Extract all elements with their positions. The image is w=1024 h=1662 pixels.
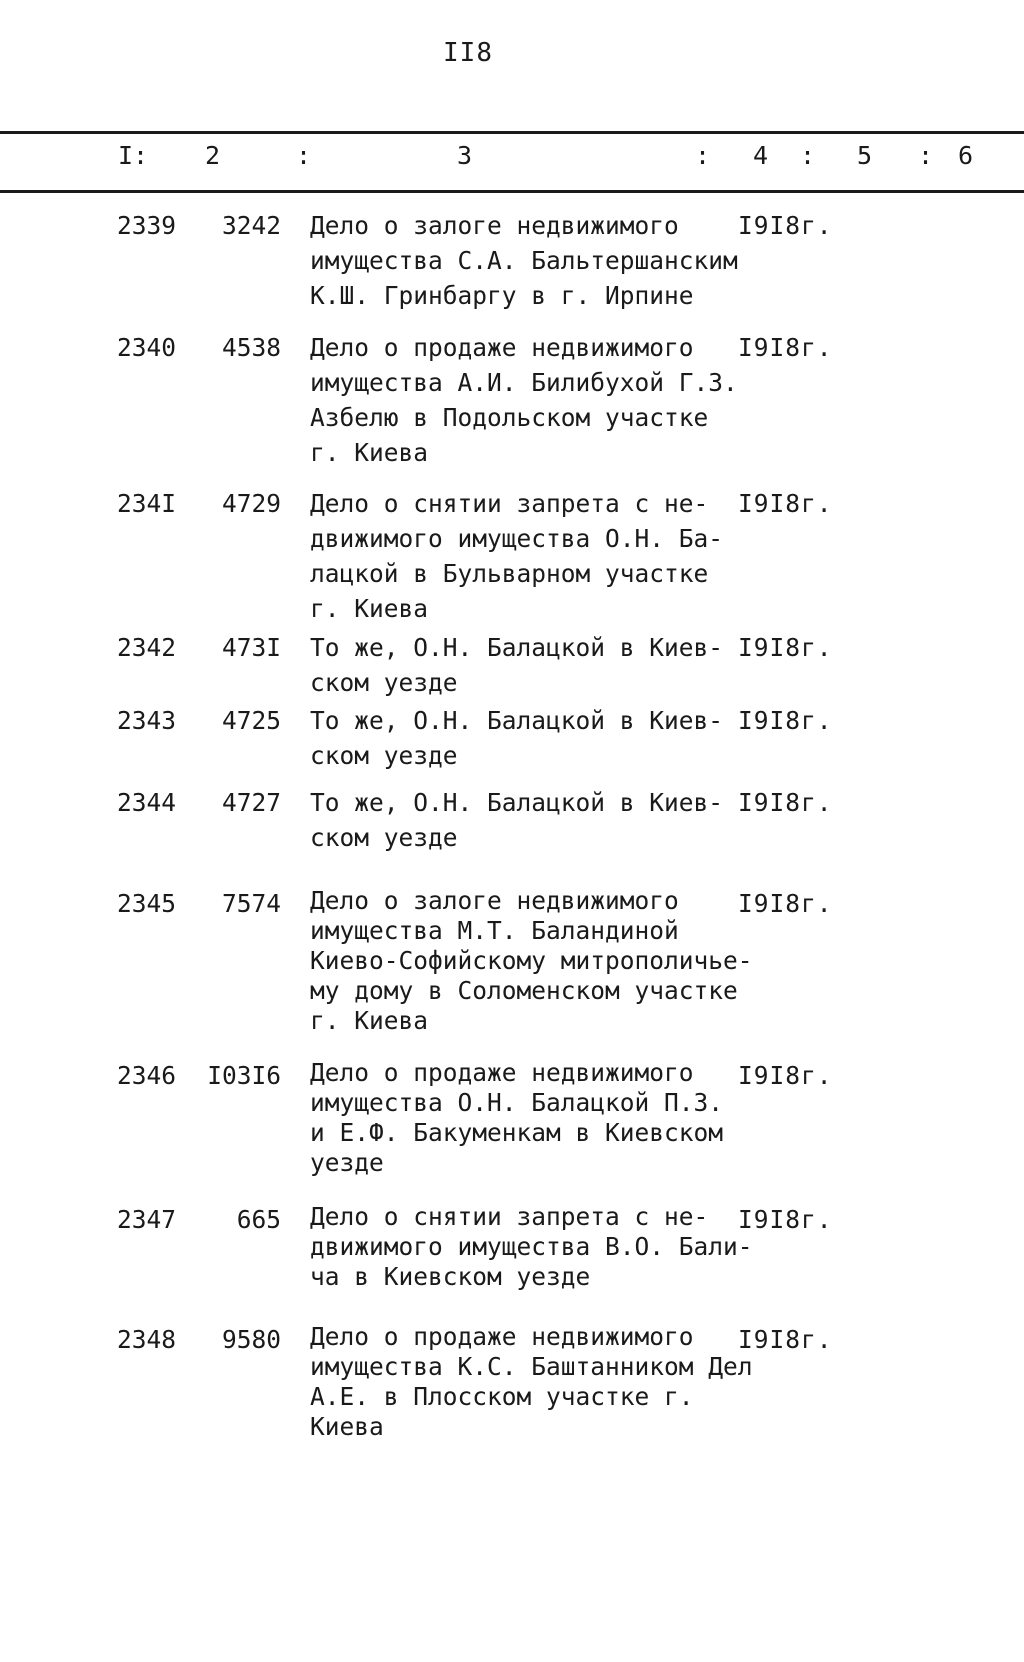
column-separator: : bbox=[800, 141, 816, 170]
case-number: 4727 bbox=[221, 788, 281, 817]
title-line: г. Киева bbox=[310, 1006, 429, 1035]
entry-number: 2346 bbox=[117, 1061, 177, 1090]
entry-number: 2344 bbox=[117, 788, 177, 817]
entry-title bbox=[310, 208, 770, 313]
title-line: Дело о снятии запрета с не- bbox=[310, 489, 709, 518]
page-number: II8 bbox=[443, 38, 493, 68]
title-line: имущества А.И. Билибухой Г.З. bbox=[310, 368, 738, 397]
title-line: уезде bbox=[310, 1148, 384, 1177]
title-line: Азбелю в Подольском участке bbox=[310, 403, 709, 432]
title-line: лацкой в Бульварном участке bbox=[310, 559, 709, 588]
column-header-3: 3 bbox=[457, 141, 473, 170]
title-line: То же, О.Н. Балацкой в Киев- bbox=[310, 788, 724, 817]
column-separator: : bbox=[695, 141, 711, 170]
case-number: 9580 bbox=[221, 1325, 281, 1354]
case-number: 3242 bbox=[221, 211, 281, 240]
entry-title bbox=[310, 785, 770, 855]
entry-number: 2342 bbox=[117, 633, 177, 662]
entry-number: 2345 bbox=[117, 889, 177, 918]
title-line: имущества С.А. Бальтершанским bbox=[310, 246, 738, 275]
entry-number: 2343 bbox=[117, 706, 177, 735]
case-number: 4538 bbox=[221, 333, 281, 362]
title-line: ском уезде bbox=[310, 741, 458, 770]
table-header-rule bbox=[0, 190, 1024, 193]
entry-year: I9I8г. bbox=[738, 633, 833, 662]
title-line: имущества К.С. Баштанником Дел bbox=[310, 1352, 753, 1381]
entry-number: 234I bbox=[117, 489, 177, 518]
case-number: 473I bbox=[221, 633, 281, 662]
entry-number: 2347 bbox=[117, 1205, 177, 1234]
entry-title bbox=[310, 886, 770, 1036]
entry-year: I9I8г. bbox=[738, 788, 833, 817]
case-number: 4725 bbox=[221, 706, 281, 735]
entry-title bbox=[310, 1058, 770, 1178]
title-line: Дело о снятии запрета с не- bbox=[310, 1202, 709, 1231]
title-line: То же, О.Н. Балацкой в Киев- bbox=[310, 633, 724, 662]
title-line: То же, О.Н. Балацкой в Киев- bbox=[310, 706, 724, 735]
title-line: г. Киева bbox=[310, 594, 429, 623]
title-line: Дело о залоге недвижимого bbox=[310, 211, 679, 240]
column-header-4: 4 bbox=[753, 141, 769, 170]
entry-year: I9I8г. bbox=[738, 211, 833, 240]
entry-number: 2348 bbox=[117, 1325, 177, 1354]
title-line: имущества О.Н. Балацкой П.З. bbox=[310, 1088, 724, 1117]
column-header-2: 2 bbox=[205, 141, 221, 170]
title-line: Дело о продаже недвижимого bbox=[310, 1058, 694, 1087]
case-number: 7574 bbox=[221, 889, 281, 918]
entry-year: I9I8г. bbox=[738, 1205, 833, 1234]
title-line: ском уезде bbox=[310, 668, 458, 697]
entry-year: I9I8г. bbox=[738, 706, 833, 735]
column-header-1: I: bbox=[118, 141, 149, 170]
title-line: Дело о продаже недвижимого bbox=[310, 333, 694, 362]
title-line: Киево-Софийскому митрополичье- bbox=[310, 946, 753, 975]
entry-number: 2340 bbox=[117, 333, 177, 362]
title-line: движимого имущества О.Н. Ба- bbox=[310, 524, 724, 553]
entry-title bbox=[310, 486, 770, 626]
case-number: 4729 bbox=[221, 489, 281, 518]
column-header-5: 5 bbox=[857, 141, 873, 170]
entry-year: I9I8г. bbox=[738, 333, 833, 362]
title-line: му дому в Соломенском участке bbox=[310, 976, 738, 1005]
entry-title bbox=[310, 1202, 770, 1292]
entry-title bbox=[310, 703, 770, 773]
title-line: Дело о продаже недвижимого bbox=[310, 1322, 694, 1351]
case-number: I03I6 bbox=[207, 1061, 281, 1090]
title-line: Дело о залоге недвижимого bbox=[310, 886, 679, 915]
entry-year: I9I8г. bbox=[738, 889, 833, 918]
entry-title bbox=[310, 1322, 770, 1442]
title-line: движимого имущества В.О. Бали- bbox=[310, 1232, 753, 1261]
title-line: и Е.Ф. Бакуменкам в Киевском bbox=[310, 1118, 724, 1147]
case-number: 665 bbox=[236, 1205, 281, 1234]
entry-year: I9I8г. bbox=[738, 1325, 833, 1354]
entry-year: I9I8г. bbox=[738, 489, 833, 518]
title-line: ском уезде bbox=[310, 823, 458, 852]
column-separator: : bbox=[296, 141, 312, 170]
title-line: г. Киева bbox=[310, 438, 429, 467]
title-line: имущества М.Т. Баландиной bbox=[310, 916, 679, 945]
table-top-rule bbox=[0, 131, 1024, 134]
entry-title bbox=[310, 330, 770, 470]
title-line: ча в Киевском уезде bbox=[310, 1262, 591, 1291]
title-line: Киева bbox=[310, 1412, 384, 1441]
title-line: А.Е. в Плосском участке г. bbox=[310, 1382, 694, 1411]
entry-title bbox=[310, 630, 770, 700]
entry-number: 2339 bbox=[117, 211, 177, 240]
entry-year: I9I8г. bbox=[738, 1061, 833, 1090]
title-line: К.Ш. Гринбаргу в г. Ирпине bbox=[310, 281, 694, 310]
column-header-6: 6 bbox=[958, 141, 974, 170]
column-separator: : bbox=[918, 141, 934, 170]
